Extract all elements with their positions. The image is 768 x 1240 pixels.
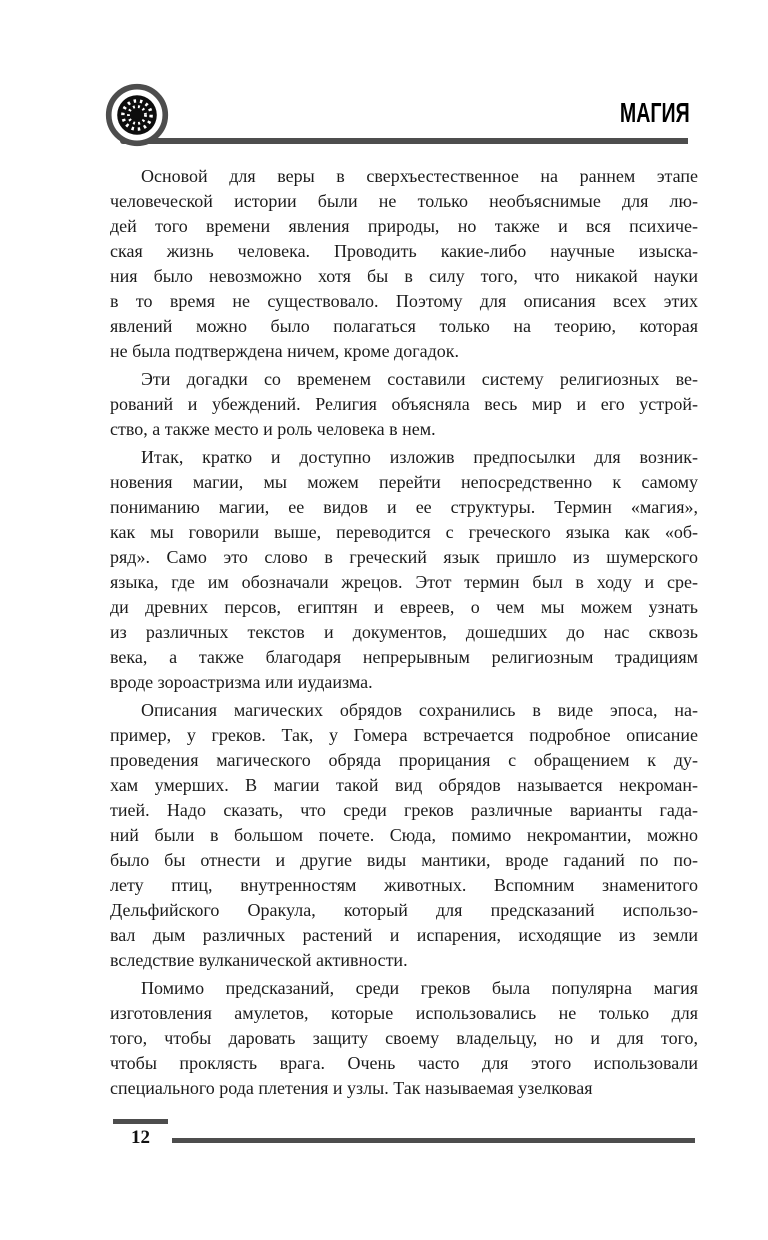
text-line: специального рода плетения и узлы. Так называемая узелковая <box>110 1078 593 1098</box>
text-line: вроде зороастризма или иудаизма. <box>110 672 373 692</box>
text-line: ди древних персов, египтян и евреев, о чем мы можем узнать <box>110 597 698 617</box>
text-line: Итак, кратко и доступно изложив предпосылки для возник- <box>141 447 698 467</box>
text-line: Дельфийского Оракула, который для предсказаний использо- <box>110 900 698 920</box>
text-line: хам умерших. В магии такой вид обрядов называется некроман- <box>110 775 698 795</box>
text-line: ряд». Само это слово в греческий язык пришло из шумерского <box>110 547 698 567</box>
page-number: 12 <box>131 1127 150 1148</box>
text-line: чтобы проклясть врага. Очень часто для этого использовали <box>110 1053 698 1073</box>
text-line: как мы говорили выше, переводится с греческого языка как «об- <box>110 522 698 542</box>
text-line: в то время не существовало. Поэтому для описания всех этих <box>110 291 698 311</box>
article <box>110 164 698 1104</box>
text-line: из различных текстов и документов, дошедших до нас сквозь <box>110 622 698 642</box>
text-line: явлений можно было полагаться только на теорию, которая <box>110 316 698 336</box>
text-line: ская жизнь человека. Проводить какие-либо научные изыска- <box>110 241 698 261</box>
text-line: Эти догадки со временем составили систему религиозных ве- <box>141 369 698 389</box>
text-line: было бы отнести и другие виды мантики, вроде гаданий по по- <box>110 850 698 870</box>
text-line: рований и убеждений. Религия объясняла весь мир и его устрой- <box>110 394 698 414</box>
text-line: не была подтверждена ничем, кроме догадок. <box>110 341 459 361</box>
text-line: человеческой истории были не только необъяснимые для лю- <box>110 191 698 211</box>
text-line: ство, а также место и роль человека в нем. <box>110 419 436 439</box>
text-line: пониманию магии, ее видов и ее структуры. Термин «магия», <box>110 497 698 517</box>
text-line: дей того времени явления природы, но также и вся психиче- <box>110 216 698 236</box>
text-line: лету птиц, внутренностям животных. Вспомним знаменитого <box>110 875 698 895</box>
text-line: новения магии, мы можем перейти непосредственно к самому <box>110 472 698 492</box>
paragraph <box>110 445 698 695</box>
text-line: проведения магического обряда прорицания с обращением к ду- <box>110 750 698 770</box>
text-line: ния было невозможно хотя бы в силу того, что никакой науки <box>110 266 698 286</box>
text-line: Описания магических обрядов сохранились в виде эпоса, на- <box>141 700 698 720</box>
sun-medallion-icon <box>104 82 170 148</box>
footer-rule <box>172 1138 695 1143</box>
running-head-title: МАГИЯ <box>620 97 690 128</box>
text-line: тией. Надо сказать, что среди греков различные варианты гада- <box>110 800 698 820</box>
text-line: изготовления амулетов, которые использовались не только для <box>110 1003 698 1023</box>
page-number-rule <box>113 1119 168 1124</box>
paragraph <box>110 698 698 973</box>
text-line: века, а также благодаря непрерывным религиозным традициям <box>110 647 698 667</box>
paragraph <box>110 164 698 364</box>
text-line: вал дым различных растений и испарения, исходящие из земли <box>110 925 698 945</box>
paragraph <box>110 367 698 442</box>
header-rule <box>120 138 688 144</box>
text-line: языка, где им обозначали жрецов. Этот термин был в ходу и сре- <box>110 572 698 592</box>
text-line: ний были в большом почете. Сюда, помимо некромантии, можно <box>110 825 698 845</box>
sun-medallion-icon <box>104 82 170 148</box>
paragraph <box>110 976 698 1101</box>
text-line: вследствие вулканической активности. <box>110 950 408 970</box>
text-line: того, чтобы даровать защиту своему владельцу, но и для того, <box>110 1028 698 1048</box>
text-line: Помимо предсказаний, среди греков была популярна магия <box>141 978 698 998</box>
text-line: пример, у греков. Так, у Гомера встречается подробное описание <box>110 725 698 745</box>
text-line: Основой для веры в сверхъестественное на раннем этапе <box>141 166 698 186</box>
